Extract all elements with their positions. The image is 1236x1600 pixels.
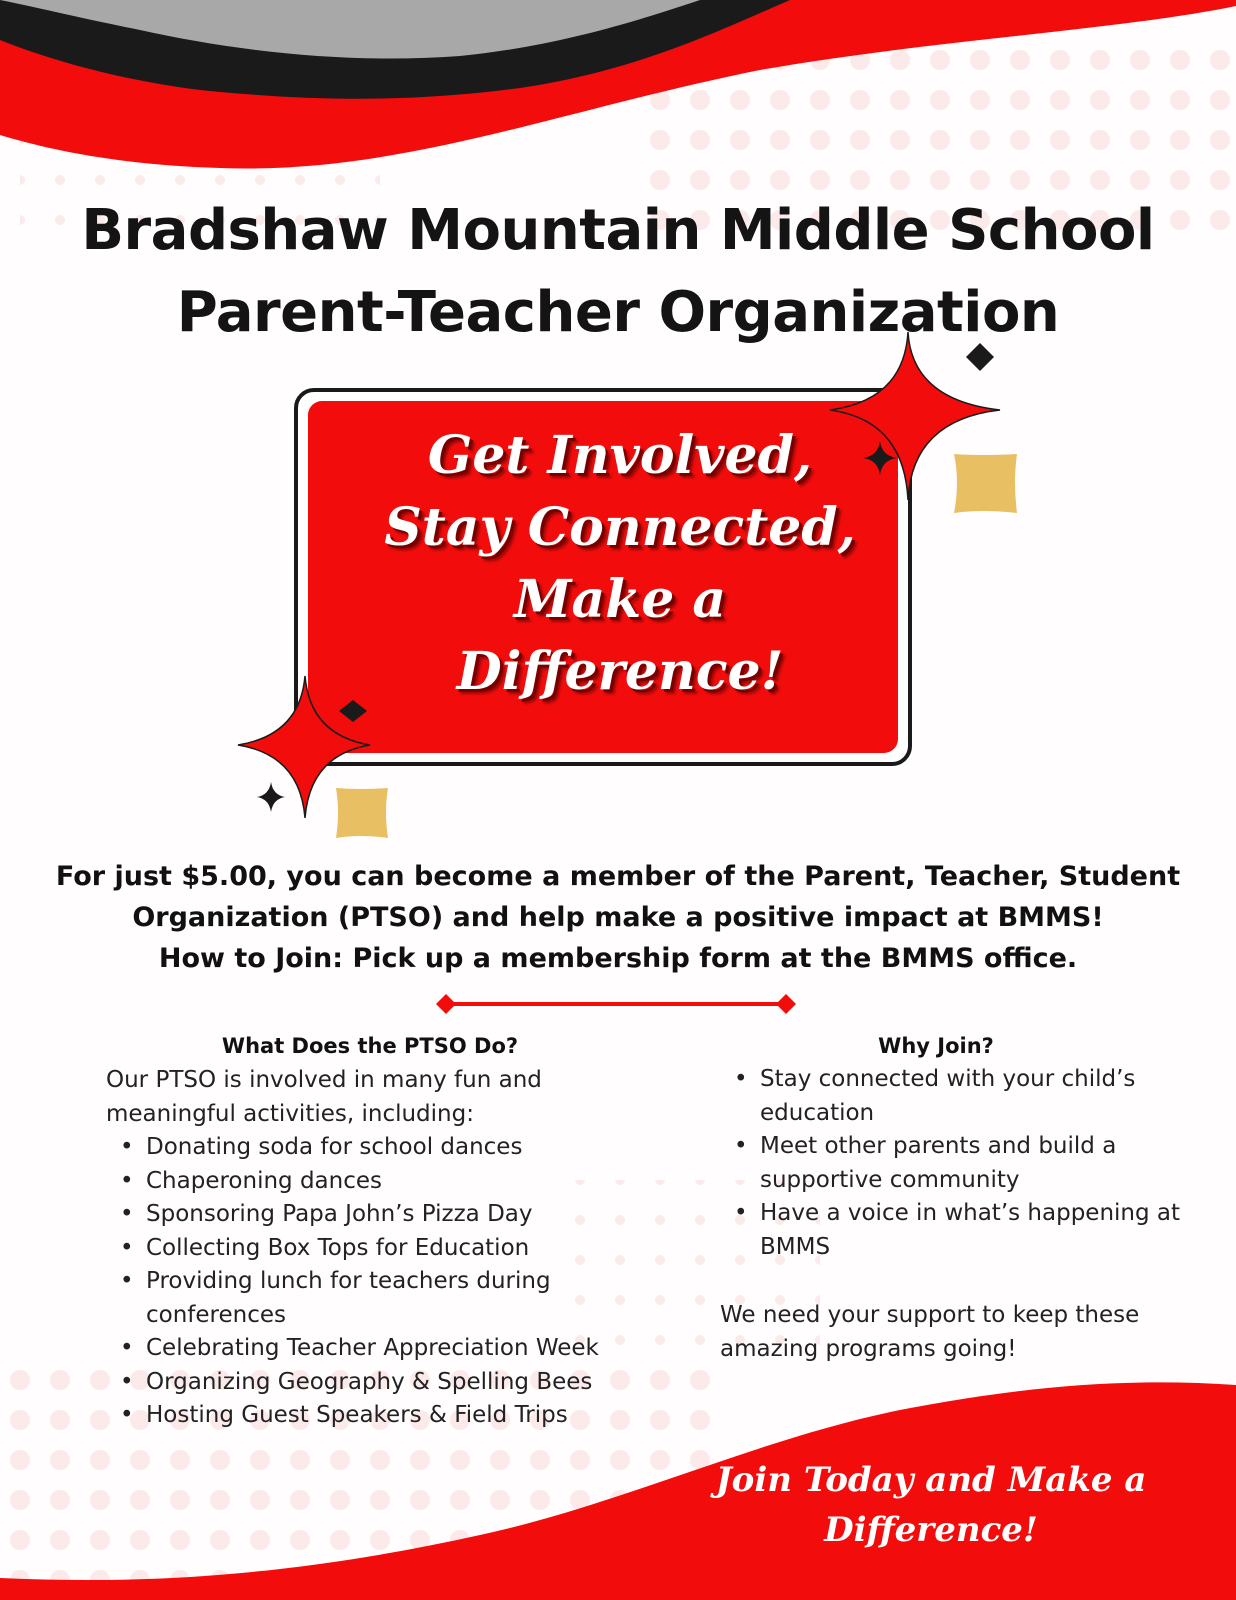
- page-title-line-1: Bradshaw Mountain Middle School: [81, 198, 1155, 263]
- list-item: • Providing lunch for teachers during conferences: [106, 1265, 626, 1332]
- list-item: • Hosting Guest Speakers & Field Trips: [106, 1399, 626, 1433]
- list-item: • Stay connected with your child’s education: [720, 1063, 1190, 1130]
- sparkle-black-small-bottom-icon: [257, 782, 285, 812]
- slogan-line: Get Involved,: [427, 425, 813, 486]
- list-item: • Chaperoning dances: [106, 1165, 626, 1199]
- footer-line-1: Join Today and Make a: [715, 1460, 1147, 1500]
- activities-list: [106, 1131, 626, 1433]
- how-to-join-line: How to Join: Pick up a membership form at the BMMS office.: [158, 943, 1078, 974]
- slogan-text: [320, 420, 920, 708]
- slogan-line: Stay Connected,: [384, 497, 856, 558]
- list-item: • Celebrating Teacher Appreciation Week: [106, 1332, 626, 1366]
- slogan-line: Make a: [513, 569, 727, 630]
- list-item: • Meet other parents and build a supportive community: [720, 1130, 1190, 1197]
- footer-call-to-action: [686, 1455, 1176, 1555]
- page-title-line-2: Parent-Teacher Organization: [176, 280, 1060, 345]
- right-column-heading: Why Join?: [878, 1034, 994, 1058]
- slogan-line: Difference!: [456, 641, 784, 702]
- reasons-list: [720, 1063, 1190, 1264]
- intro-line-1: For just $5.00, you can become a member of the Parent, Teacher, Student: [55, 861, 1181, 892]
- section-divider: [436, 994, 796, 1014]
- list-item: • Sponsoring Papa John’s Pizza Day: [106, 1198, 626, 1232]
- list-item: • Organizing Geography & Spelling Bees: [106, 1366, 626, 1400]
- sparkle-gold-bottom-icon: [336, 788, 388, 838]
- left-column-heading: What Does the PTSO Do?: [221, 1034, 519, 1058]
- footer-line-2: Difference!: [824, 1510, 1038, 1550]
- list-item: • Have a voice in what’s happening at BMMS: [720, 1197, 1190, 1264]
- list-item: • Donating soda for school dances: [106, 1131, 626, 1165]
- sparkle-gold-top-icon: [954, 454, 1017, 513]
- support-closing-text: We need your support to keep these amazing programs going!: [720, 1302, 1140, 1362]
- list-item: • Collecting Box Tops for Education: [106, 1232, 626, 1266]
- left-column-lead: Our PTSO is involved in many fun and meaningful activities, including:: [106, 1067, 542, 1127]
- intro-line-2: Organization (PTSO) and help make a positive impact at BMMS!: [132, 902, 1104, 933]
